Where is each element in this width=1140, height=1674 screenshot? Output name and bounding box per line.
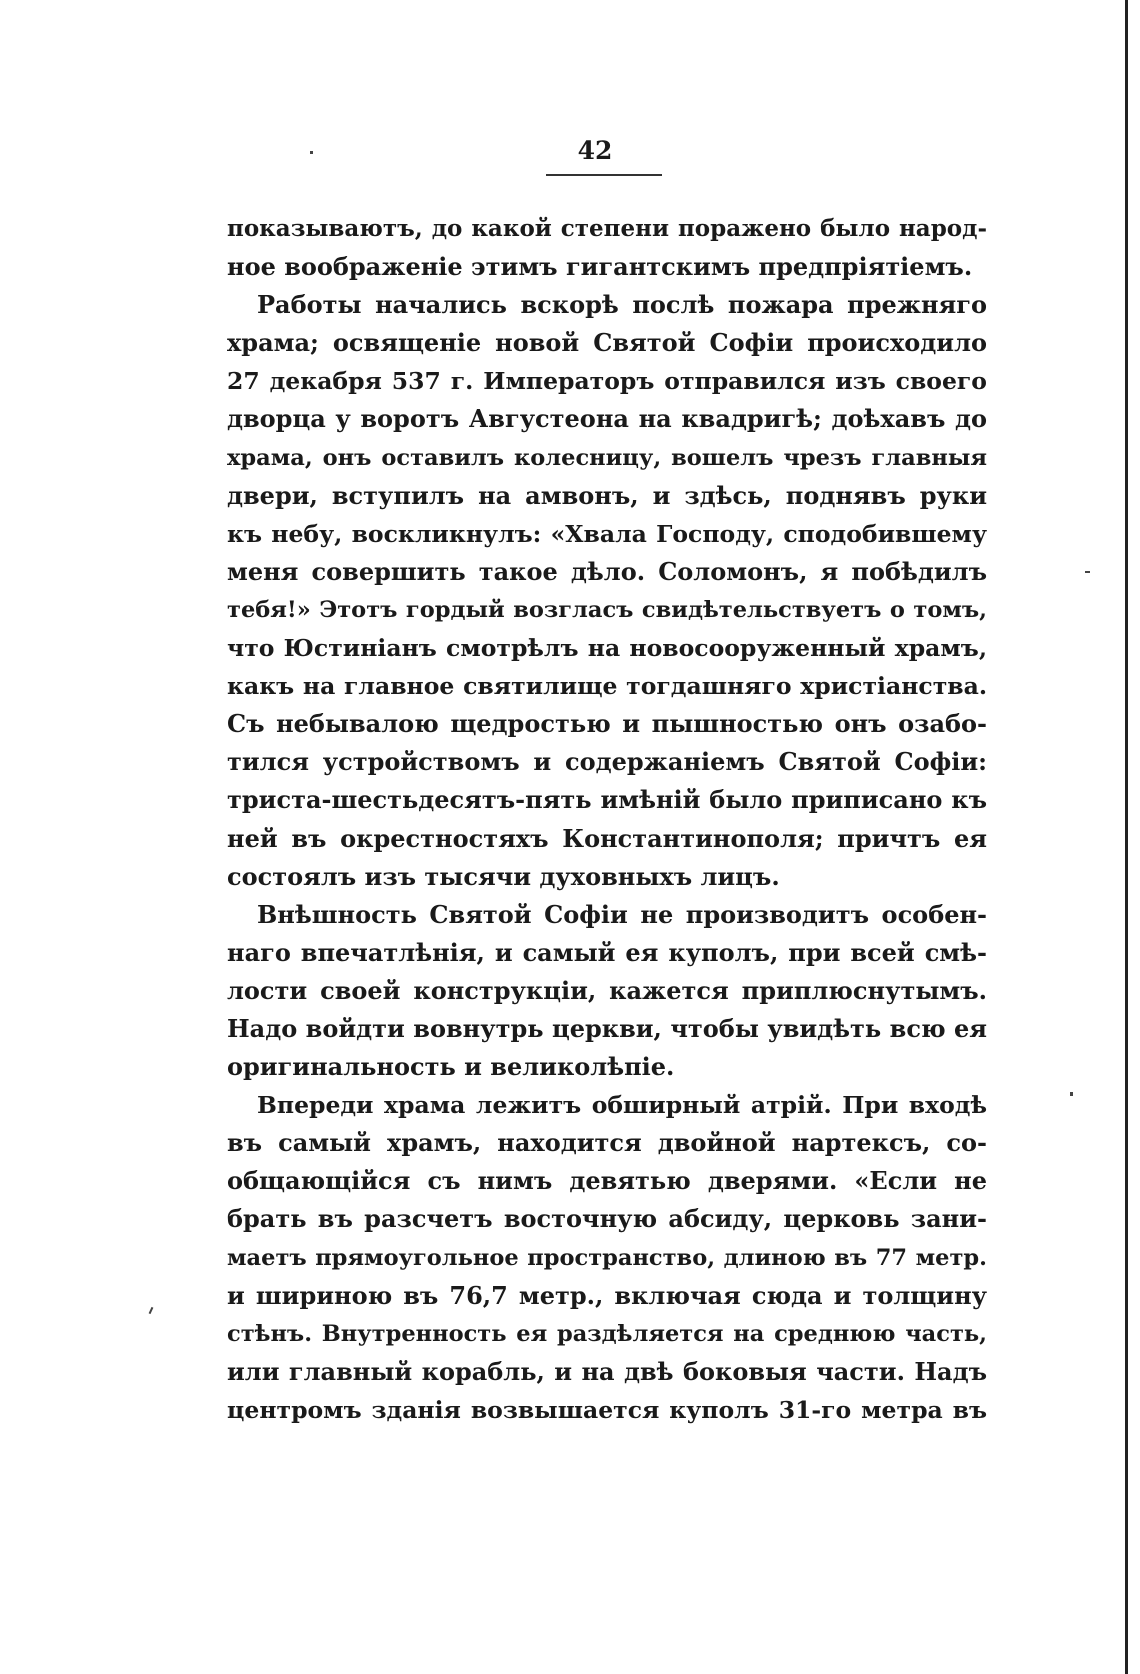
text-line: къ небу, воскликнулъ: «Хвала Господу, сподобившему	[227, 519, 987, 548]
text-line: 27 декабря 537 г. Императоръ отправился изъ своего	[227, 367, 987, 396]
text-line: ное воображеніе этимъ гигантскимъ предпріятіемъ.	[227, 252, 973, 282]
text-line: Съ небывалою щедростью и пышностью онъ озабо-	[227, 709, 987, 739]
text-line: стѣнъ. Внутренность ея раздѣляется на среднюю часть,	[227, 1320, 987, 1347]
text-line: меня совершить такое дѣло. Соломонъ, я побѣдилъ	[227, 556, 987, 586]
page-edge-line	[1125, 0, 1128, 1674]
text-line: дворца у воротъ Августеона на квадригѣ; доѣхавъ до	[227, 404, 987, 434]
text-line: тился устройствомъ и содержаніемъ Святой Софіи:	[227, 747, 987, 777]
text-line: триста-шестьдесятъ-пять имѣній было приписано къ	[227, 785, 987, 815]
scan-speck	[1085, 571, 1090, 573]
text-line: что Юстиніанъ смотрѣлъ на новосооруженный храмъ,	[227, 634, 987, 663]
text-line: ней въ окрестностяхъ Константинополя; причтъ ея	[227, 823, 987, 853]
text-line: общающійся съ нимъ девятью дверями. «Если не	[227, 1166, 987, 1196]
text-line: брать въ разсчетъ восточную абсиду, церковь зани-	[227, 1204, 987, 1234]
text-line: маетъ прямоугольное пространство, длиною въ 77 метр.	[227, 1244, 987, 1271]
page-number-rule	[546, 174, 662, 176]
scan-speck	[1070, 1092, 1073, 1096]
text-line: Внѣшность Святой Софіи не производитъ особен-	[257, 899, 987, 929]
body-text	[227, 210, 987, 1429]
text-line: и шириною въ 76,7 метр., включая сюда и толщину	[227, 1280, 987, 1310]
text-line: въ самый храмъ, находится двойной нартексъ, со-	[227, 1128, 987, 1158]
text-line: или главный корабль, и на двѣ боковыя части. Надъ	[227, 1356, 987, 1386]
text-line: двери, вступилъ на амвонъ, и здѣсь, поднявъ руки	[227, 480, 987, 510]
text-line: тебя!» Этотъ гордый возгласъ свидѣтельствуетъ о томъ,	[227, 596, 987, 623]
text-line: оригинальность и великолѣпіе.	[227, 1052, 675, 1082]
text-line: Впереди храма лежитъ обширный атрій. При входѣ	[257, 1091, 987, 1120]
text-line: храма, онъ оставилъ колесницу, вошелъ чрезъ главныя	[227, 444, 987, 471]
text-line: Работы начались вскорѣ послѣ пожара прежняго	[257, 290, 987, 320]
text-line: храма; освященіе новой Святой Софіи происходило	[227, 328, 987, 358]
text-line: состоялъ изъ тысячи духовныхъ лицъ.	[227, 861, 780, 891]
text-line: какъ на главное святилище тогдашняго христіанства.	[227, 672, 987, 701]
scan-speck	[149, 1307, 154, 1314]
text-line: лости своей конструкціи, кажется приплюснутымъ.	[227, 975, 987, 1005]
text-line: наго впечатлѣнія, и самый ея куполъ, при всей смѣ-	[227, 937, 987, 967]
scan-speck	[310, 151, 313, 154]
text-line: Надо войдти вовнутрь церкви, чтобы увидѣть всю ея	[227, 1013, 987, 1043]
page-number: 42	[577, 136, 613, 165]
text-line: центромъ зданія возвышается куполъ 31-го метра въ	[227, 1395, 987, 1424]
text-line: показываютъ, до какой степени поражено было народ-	[227, 215, 987, 242]
